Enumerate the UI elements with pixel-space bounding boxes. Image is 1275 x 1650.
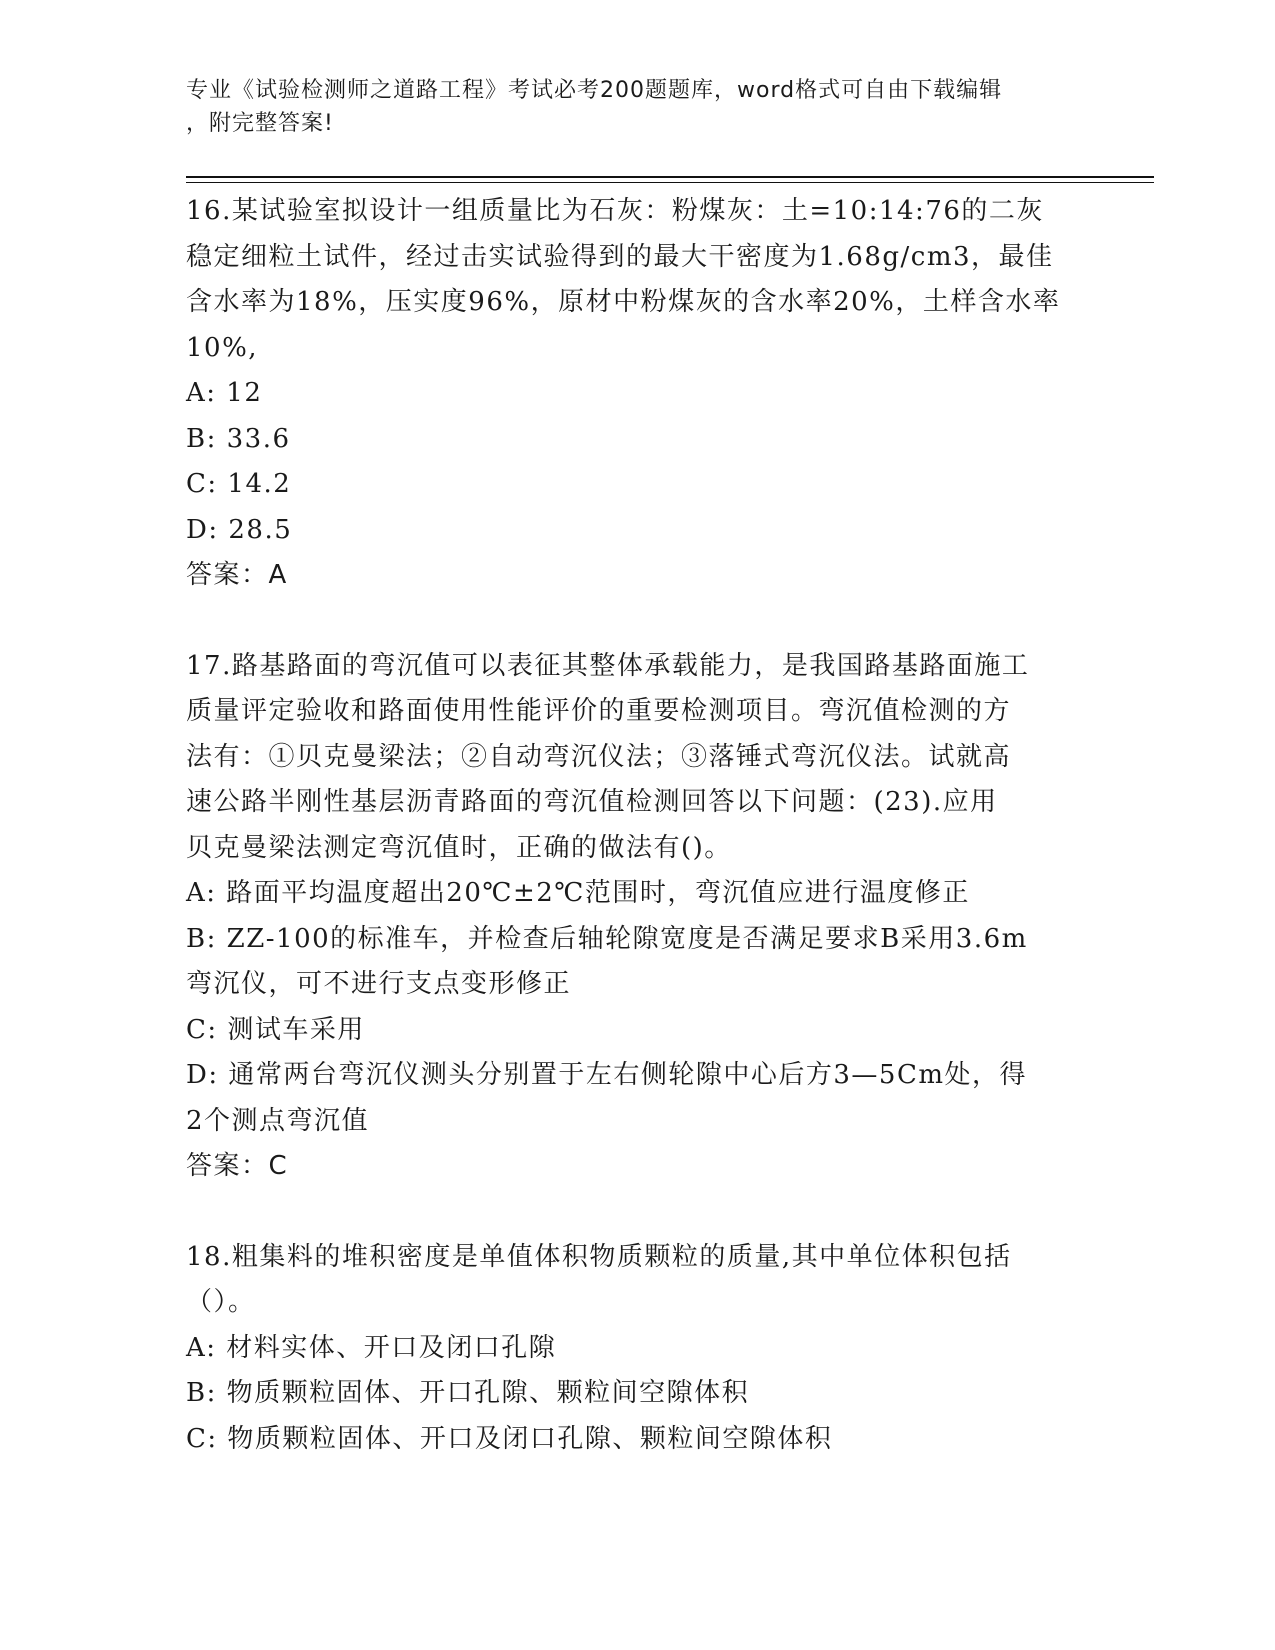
option-a: A: 路面平均温度超出20℃±2℃范围时，弯沉值应进行温度修正: [186, 878, 970, 908]
question-stem-line: 稳定细粒土试件，经过击实试验得到的最大干密度为1.68g/cm3，最佳: [186, 241, 1054, 272]
option-b: B: ZZ-100的标准车，并检查后轴轮隙宽度是否满足要求B采用3.6m: [186, 923, 1028, 954]
document-header: [186, 74, 1086, 140]
option-b: B: 物质颗粒固体、开口孔隙、颗粒间空隙体积: [186, 1378, 750, 1408]
question-stem-line: 含水率为18%，压实度96%，原材中粉煤灰的含水率20%，土样含水率: [186, 287, 1061, 317]
option-a: A: 材料实体、开口及闭口孔隙: [186, 1332, 557, 1363]
header-line-2: ，附完整答案!: [186, 111, 334, 136]
option-b-continued: 弯沉仪，可不进行支点变形修正: [186, 969, 572, 999]
question-18: [186, 1235, 1086, 1463]
option-d-continued: 2个测点弯沉值: [186, 1105, 370, 1136]
option-c: C: 物质颗粒固体、开口及闭口孔隙、颗粒间空隙体积: [186, 1423, 833, 1454]
question-stem-line: 18.粗集料的堆积密度是单值体积物质颗粒的质量,其中单位体积包括: [186, 1241, 1012, 1272]
option-d: D: 通常两台弯沉仪测头分别置于左右侧轮隙中心后方3—5Cm处，得: [186, 1060, 1028, 1090]
header-rule-thin: [186, 182, 1154, 183]
header-line-1: 专业《试验检测师之道路工程》考试必考200题题库，word格式可自由下载编辑: [186, 78, 1003, 103]
answer: 答案：A: [186, 560, 288, 590]
question-stem-line: 16.某试验室拟设计一组质量比为石灰：粉煤灰：土=10:14:76的二灰: [186, 196, 1044, 226]
option-c: C: 14.2: [186, 469, 292, 499]
question-stem-line: 法有：①贝克曼梁法；②自动弯沉仪法；③落锤式弯沉仪法。试就高: [186, 741, 1012, 772]
question-16: [186, 189, 1086, 599]
question-list: [186, 189, 1086, 1462]
header-rule-thick: [186, 176, 1154, 178]
question-17: [186, 644, 1086, 1190]
question-stem-line: 质量评定验收和路面使用性能评价的重要检测项目。弯沉值检测的方: [186, 696, 1012, 726]
question-stem-line: 10%,: [186, 332, 259, 363]
question-stem-line: （）。: [186, 1287, 256, 1317]
option-a: A: 12: [186, 378, 263, 408]
option-c: C: 测试车采用: [186, 1014, 365, 1045]
answer: 答案：C: [186, 1151, 289, 1181]
option-d: D: 28.5: [186, 514, 293, 545]
question-stem-line: 贝克曼梁法测定弯沉值时，正确的做法有()。: [186, 832, 732, 863]
spacer: [186, 1190, 1086, 1235]
spacer: [186, 599, 1086, 644]
option-b: B: 33.6: [186, 423, 291, 454]
question-stem-line: 速公路半刚性基层沥青路面的弯沉值检测回答以下问题：(23).应用: [186, 787, 998, 817]
question-stem-line: 17.路基路面的弯沉值可以表征其整体承载能力，是我国路基路面施工: [186, 650, 1030, 681]
